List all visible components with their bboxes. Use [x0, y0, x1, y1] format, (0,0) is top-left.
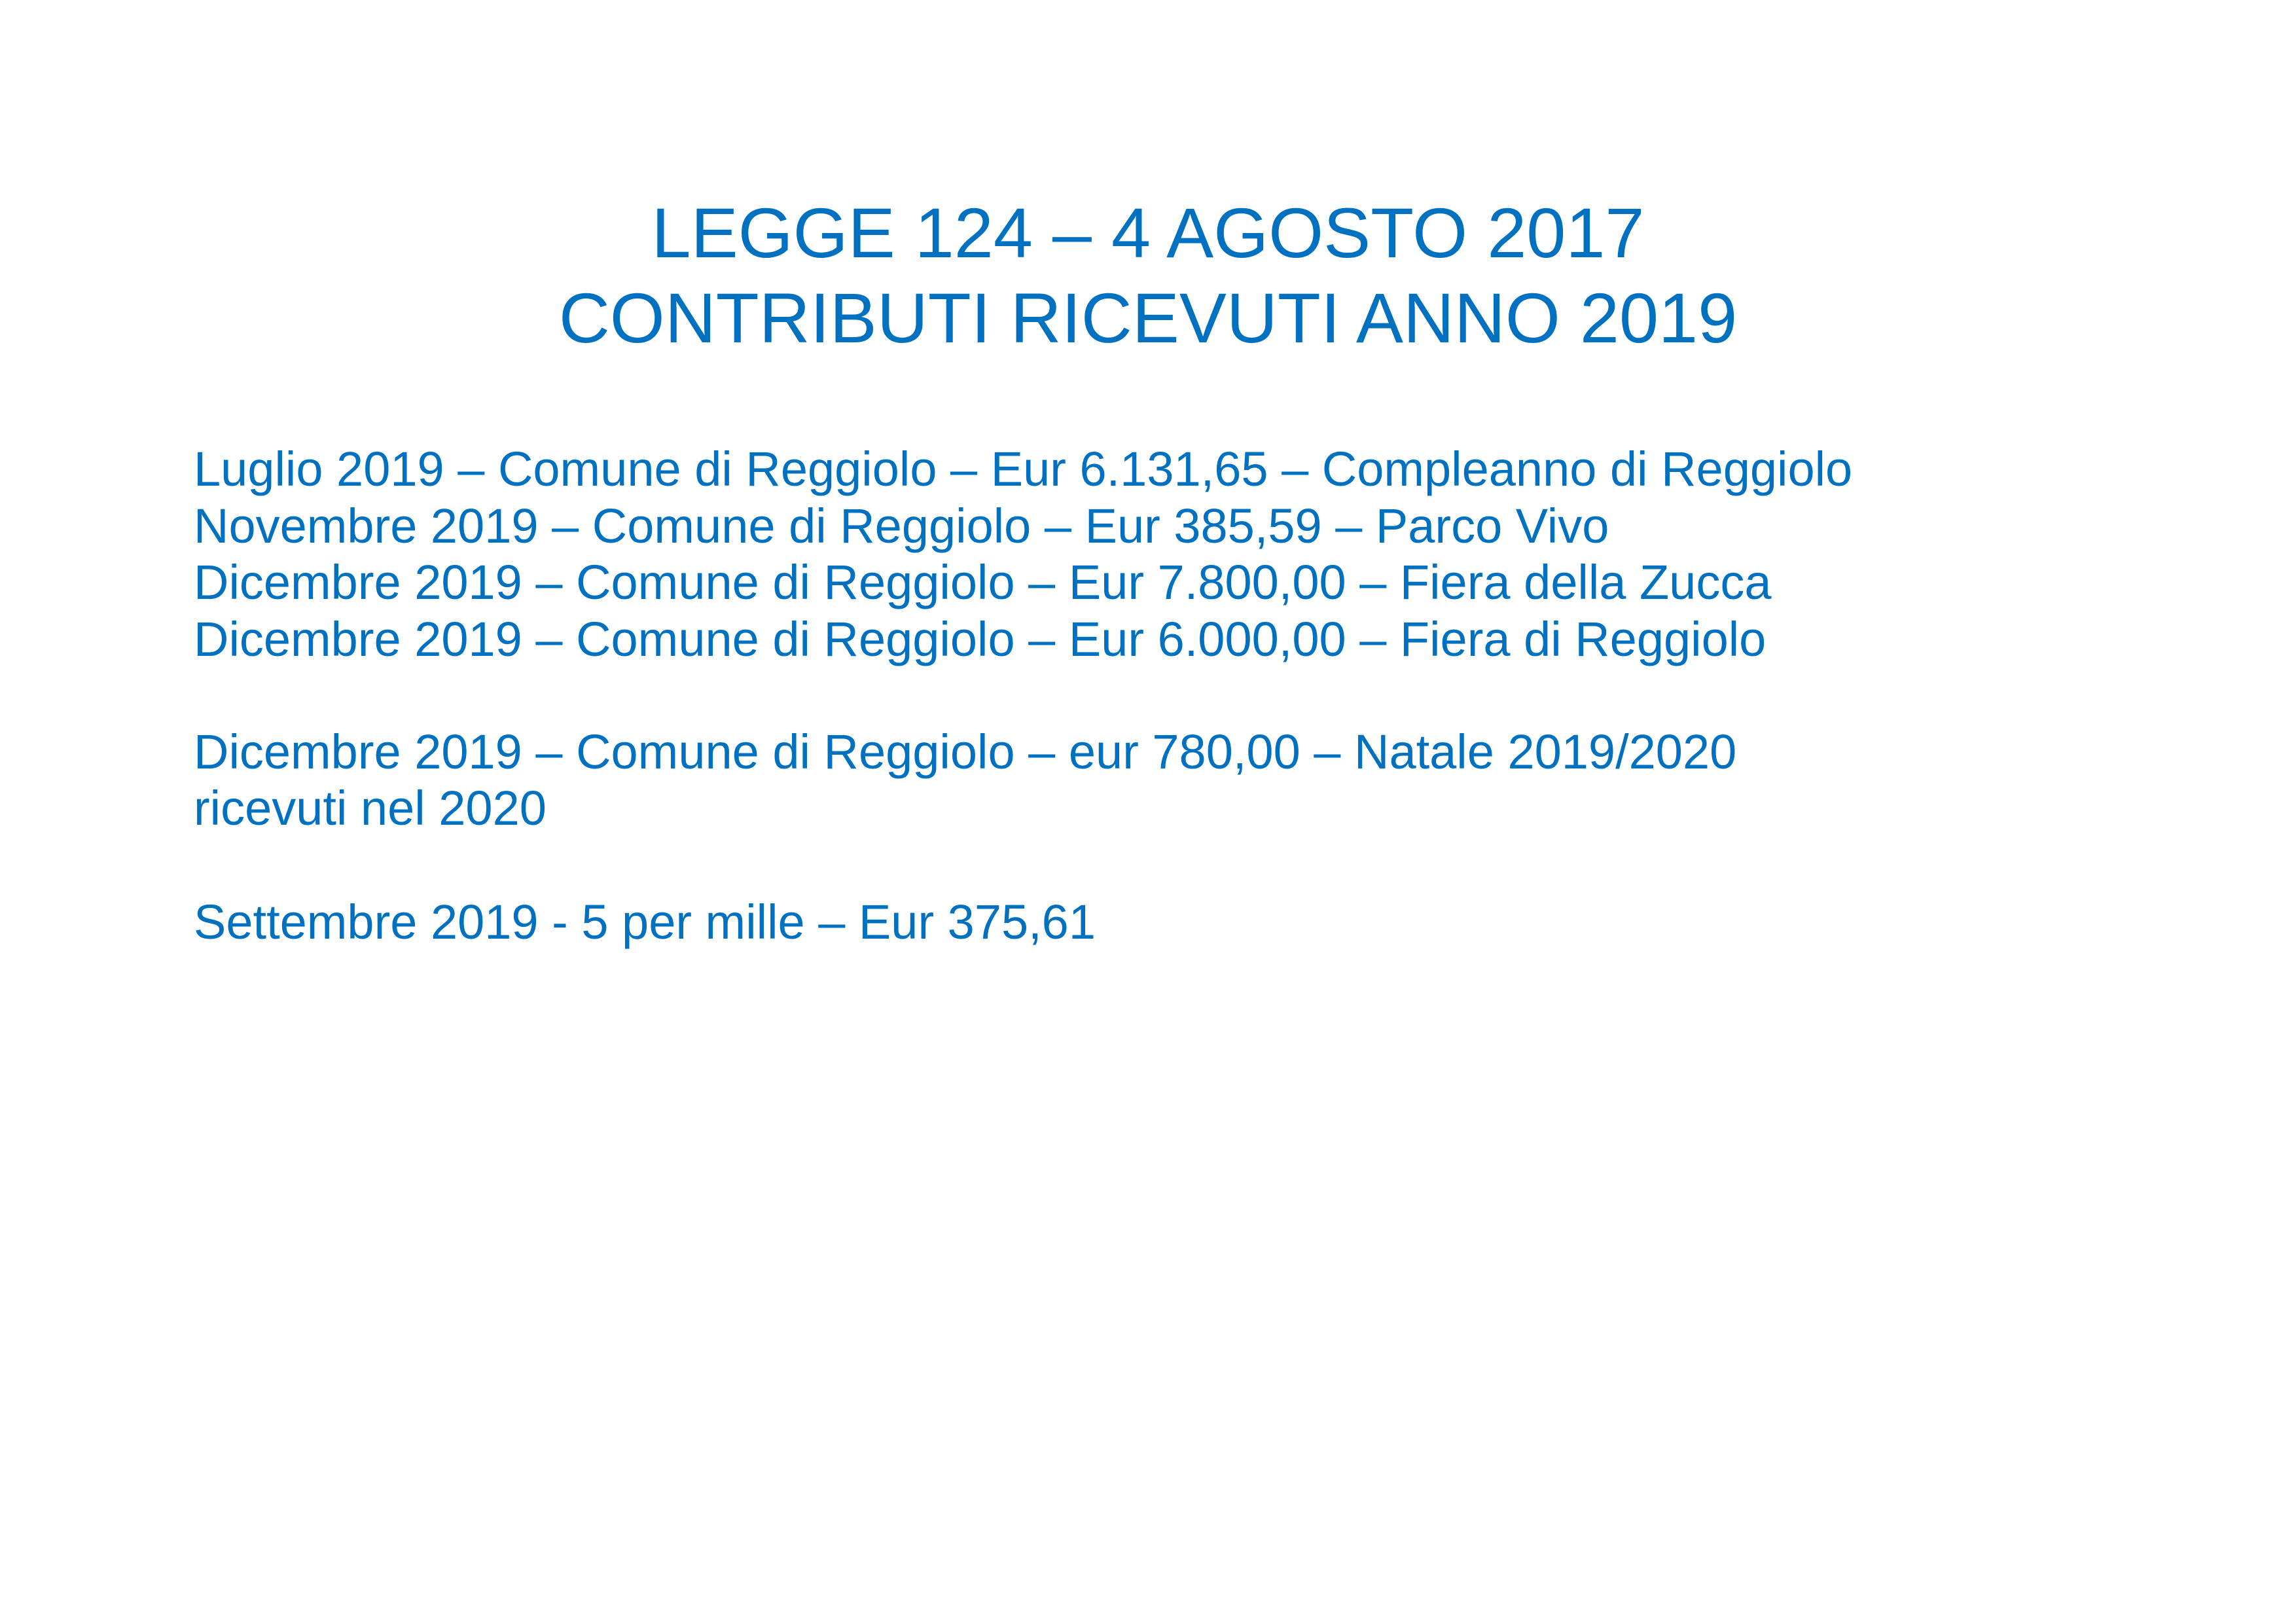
contribution-entry-5-per-mille: Settembre 2019 - 5 per mille – Eur 375,61 [194, 895, 1096, 949]
contribution-entry-dicembre-fiera: Dicembre 2019 – Comune di Reggiolo – Eur 6.000,00 – Fiera di Reggiolo [194, 612, 1767, 666]
contribution-entry-novembre: Novembre 2019 – Comune di Reggiolo – Eur 385,59 – Parco Vivo [194, 499, 1609, 553]
contribution-entry-luglio: Luglio 2019 – Comune di Reggiolo – Eur 6.131,65 – Compleanno di Reggiolo [194, 442, 1853, 496]
contribution-entry-dicembre-zucca: Dicembre 2019 – Comune di Reggiolo – Eur 7.800,00 – Fiera della Zucca [194, 555, 1772, 609]
contribution-entry-natale: Dicembre 2019 – Comune di Reggiolo – eur 780,00 – Natale 2019/2020 [194, 725, 1737, 779]
document-title-line-1: LEGGE 124 – 4 AGOSTO 2017 [651, 193, 1645, 272]
contribution-entry-natale-note: ricevuti nel 2020 [194, 781, 547, 835]
document-title-line-2: CONTRIBUTI RICEVUTI ANNO 2019 [558, 278, 1738, 357]
